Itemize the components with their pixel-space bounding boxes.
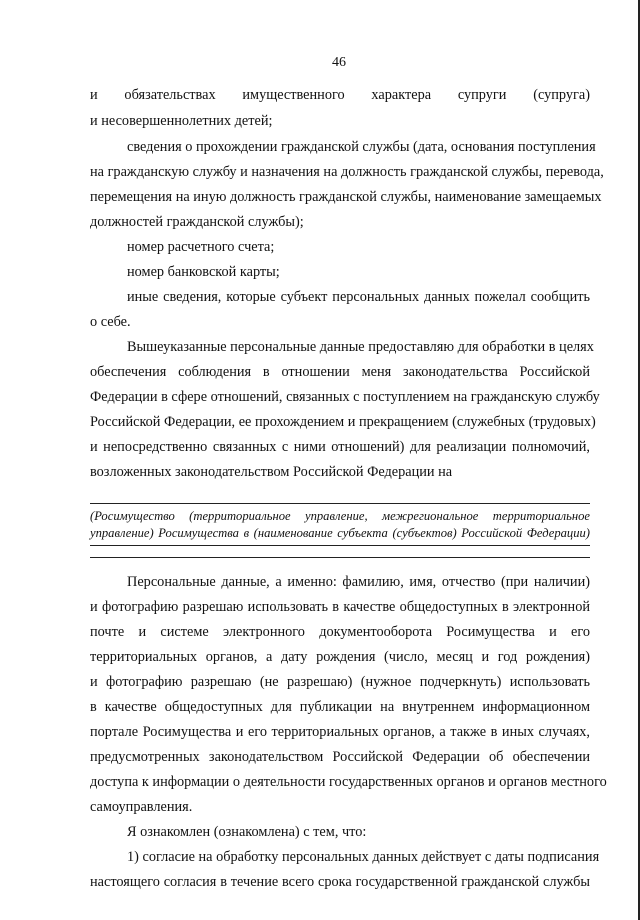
text-line: Персональные данные, а именно: фамилию, имя, отчество (при наличии): [127, 574, 590, 590]
text-line: номер расчетного счета;: [127, 239, 275, 255]
text-line: Российской Федерации, ее прохождением и прекращением (служебных (трудовых): [90, 414, 596, 430]
text-line: и фотографию разрешаю использовать в качестве общедоступных в электронной: [90, 599, 590, 615]
text-line: на гражданскую службу и назначения на должность гражданской службы, перевода,: [90, 164, 604, 180]
text-line: сведения о прохождении гражданской службы (дата, основания поступления: [127, 139, 596, 155]
text-line: и обязательствах имущественного характера супруги (супруга): [90, 87, 590, 103]
page-number: 46: [332, 55, 346, 70]
text-line: 1) согласие на обработку персональных данных действует с даты подписания: [127, 849, 600, 865]
text-line: доступа к информации о деятельности государственных органов и органов местного: [90, 774, 607, 790]
note-line: управление) Росимущества в (наименование субъекта (субъектов) Российской Федерации): [90, 526, 590, 540]
text-line: номер банковской карты;: [127, 264, 280, 280]
text-line: Я ознакомлен (ознакомлена) с тем, что:: [127, 824, 367, 840]
text-line: предусмотренных законодательством Российской Федерации об обеспечении: [90, 749, 590, 765]
text-line: Федерации в сфере отношений, связанных с поступлением на гражданскую службу: [90, 389, 600, 405]
text-line: территориальных органов, а дату рождения (число, месяц и год рождения): [90, 649, 590, 665]
text-line: о себе.: [90, 314, 131, 330]
text-line: в качестве общедоступных для публикации на внутреннем информационном: [90, 699, 590, 715]
note-line: (Росимущество (территориальное управление, межрегиональное территориальное: [90, 509, 590, 523]
text-line: возложенных законодательством Российской Федерации на: [90, 464, 453, 480]
text-line: и непосредственно связанных с ними отношений) для реализации полномочий,: [90, 439, 590, 455]
fill-in-rule: [90, 557, 590, 558]
text-line: портале Росимущества и его территориальных органов, а также в иных случаях,: [90, 724, 590, 740]
text-line: самоуправления.: [90, 799, 193, 815]
text-line: и несовершеннолетних детей;: [90, 113, 273, 129]
text-line: иные сведения, которые субъект персональных данных пожелал сообщить: [127, 289, 590, 305]
text-line: настоящего согласия в течение всего срока государственной гражданской службы: [90, 874, 590, 890]
fill-in-rule: [90, 503, 590, 504]
text-line: почте и системе электронного документооборота Росимущества и его: [90, 624, 590, 640]
text-line: должностей гражданской службы);: [90, 214, 304, 230]
text-line: и фотографию разрешаю (не разрешаю) (нужное подчеркнуть) использовать: [90, 674, 590, 690]
text-line: перемещения на иную должность гражданской службы, наименование замещаемых: [90, 189, 602, 205]
text-line: Вышеуказанные персональные данные предоставляю для обработки в целях: [127, 339, 594, 355]
text-line: обеспечения соблюдения в отношении меня законодательства Российской: [90, 364, 590, 380]
fill-in-rule: [90, 545, 590, 546]
